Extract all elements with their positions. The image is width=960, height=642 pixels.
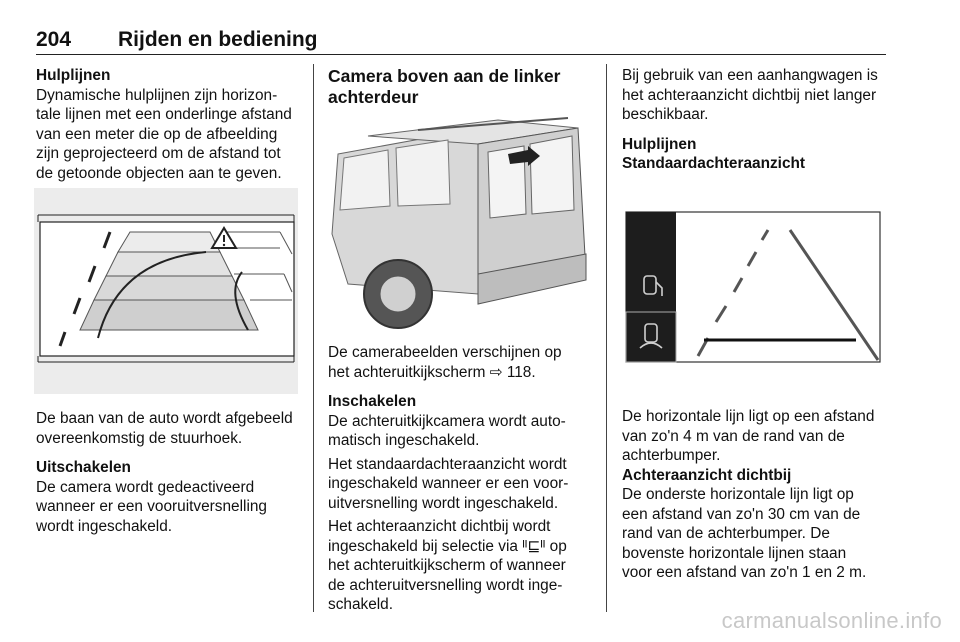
- para-line: De horizontale lijn ligt op een afstand: [622, 408, 875, 425]
- column-2-bottom: [328, 343, 598, 615]
- para-line: van een meter die op de afbeelding: [36, 125, 278, 143]
- para-line: zijn geprojecteerd om de afstand tot: [36, 145, 281, 162]
- heading-inschakelen: Inschakelen: [328, 393, 417, 410]
- column-3-bottom: [622, 407, 890, 583]
- para-line: De onderste horizontale lijn ligt op: [622, 486, 854, 503]
- para-line: de getoonde objecten aan te geven.: [36, 164, 282, 182]
- page-title: Rijden en bediening: [118, 28, 318, 51]
- watermark: carmanualsonline.info: [721, 608, 942, 633]
- para-line: De baan van de auto wordt afgebeeld: [36, 410, 293, 427]
- para-line: Bij gebruik van een aanhangwagen is: [622, 67, 878, 84]
- para-line: overeenkomstig de stuurhoek.: [36, 429, 243, 447]
- para-line: Dynamische hulplijnen zijn horizon-: [36, 86, 278, 104]
- para-line: wanneer er een vooruitversnelling: [36, 498, 267, 515]
- para-line: voor een afstand van zo'n 1 en 2 m.: [622, 564, 867, 581]
- heading-uitschakelen: Uitschakelen: [36, 459, 131, 476]
- column-divider-1: [313, 64, 314, 612]
- para-line: het achteraanzicht dichtbij niet langer: [622, 86, 877, 104]
- column-2-top: [328, 66, 598, 108]
- para-line: het achteruitkijkscherm ⇨ 118.: [328, 363, 536, 381]
- para-line: beschikbaar.: [622, 106, 709, 123]
- heading-hulplijnen: Hulplijnen: [622, 135, 697, 153]
- para-line: wordt ingeschakeld.: [36, 517, 173, 535]
- para-line: matisch ingeschakeld.: [328, 432, 480, 449]
- para-line: rand van de achterbumper. De: [622, 525, 830, 542]
- para-line: uitversnelling wordt ingeschakeld.: [328, 494, 559, 512]
- para-line: bovenste horizontale lijnen staan: [622, 544, 847, 562]
- heading-achteraanzicht-dichtbij: Achteraanzicht dichtbij: [622, 466, 792, 484]
- column-1-top: [36, 66, 304, 183]
- para-line: De camera wordt gedeactiveerd: [36, 478, 255, 496]
- para-line: ingeschakeld bij selectie via ᴵᴵ⊑ᴵᴵ op: [328, 537, 567, 555]
- section-heading: Camera boven aan de linker: [328, 66, 561, 86]
- standard-rear-view-figure: [622, 208, 884, 366]
- para-line: schakeld.: [328, 596, 394, 613]
- dynamic-guidelines-figure: [34, 188, 298, 394]
- column-1-bottom: [36, 409, 304, 536]
- page-number: 204: [36, 28, 72, 51]
- para-line: ingeschakeld wanneer er een voor-: [328, 475, 569, 492]
- heading-hulplijnen: Hulplijnen: [36, 67, 111, 84]
- column-3-top: [622, 66, 890, 174]
- page-header: [36, 26, 886, 55]
- para-line: een afstand van zo'n 30 cm van de: [622, 505, 861, 523]
- para-line: tale lijnen met een onderlinge afstand: [36, 106, 292, 123]
- van-rear-camera-figure: [328, 114, 590, 336]
- para-line: de achteruitversnelling wordt inge-: [328, 576, 563, 594]
- para-line: achterbumper.: [622, 447, 721, 464]
- para-line: De achteruitkijkcamera wordt auto-: [328, 412, 566, 430]
- heading-standaardachteraanzicht: Standaardachteraanzicht: [622, 155, 806, 172]
- para-line: De camerabeelden verschijnen op: [328, 344, 562, 361]
- section-heading: achterdeur: [328, 87, 419, 107]
- para-line: het achteruitkijkscherm of wanneer: [328, 557, 566, 574]
- para-line: van zo'n 4 m van de rand van de: [622, 427, 845, 445]
- column-divider-2: [606, 64, 607, 612]
- para-line: Het standaardachteraanzicht wordt: [328, 455, 567, 473]
- para-line: Het achteraanzicht dichtbij wordt: [328, 518, 551, 535]
